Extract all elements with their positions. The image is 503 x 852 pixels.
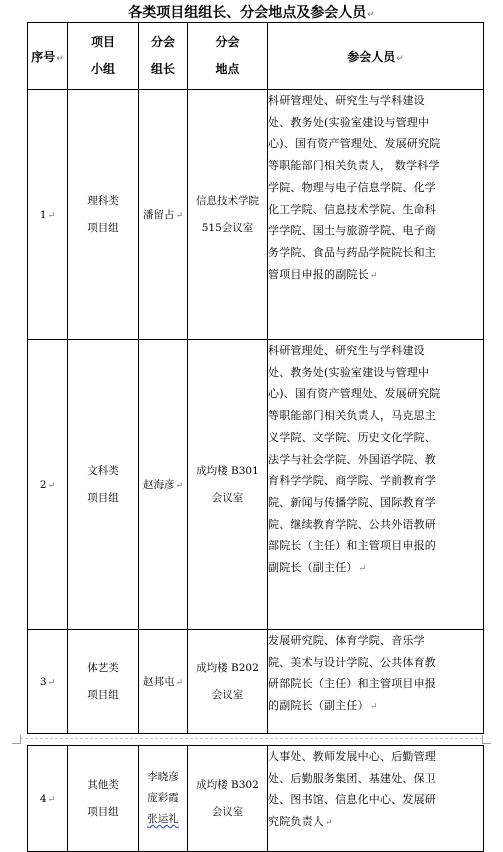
page-title: 各类项目组组长、分会地点及参会人员↵: [128, 5, 375, 21]
row-group: 理科类 项目组: [68, 90, 139, 340]
header-participants: 参会人员↵: [268, 23, 484, 90]
row-participants: 科研管理处、研究生与学科建设 处、教务处(实验室建设与管理中 心)、国有资产管理处、发展研究院 等职能部门相关负责人，马克思主 义学院、文学院、历史文化学院、 法学与社会学院、外国语学院、教 育科学学院、商学院、学前教育学 院、新闻与传播学院、国际教育学 院、继续教育学院、公共外语教研 部院长（主任）和主管项目申报的 副院长（副主任）↵: [268, 340, 484, 630]
page-break: [0, 735, 503, 743]
table-row: [28, 340, 484, 630]
table-row: [28, 630, 484, 734]
row-leader: 赵邦屯↵: [139, 630, 188, 734]
row-location: 成均楼 B202 会议室: [188, 630, 268, 734]
row-participants: 发展研究院、体育学院、音乐学 院、美术与设计学院、公共体育教 研部院长（主任）和主管项目申报 的副院长（副主任）↵: [268, 630, 484, 734]
header-leader: 分会 组长: [139, 23, 188, 90]
row-location: 成均楼 B302 会议室: [188, 746, 268, 852]
row-group: 其他类 项目组: [68, 746, 139, 852]
row-participants: 人事处、教师发展中心、后勤管理 处、后勤服务集团、基建处、保卫 处、图书馆、信息化中心、发展研 究院负责人↵: [268, 746, 484, 852]
header-index: 序号↵: [28, 23, 68, 90]
row-group: 体艺类 项目组: [68, 630, 139, 734]
table-row: [28, 90, 484, 340]
row-index: 3↵: [28, 630, 68, 734]
table-header-row: [28, 23, 484, 90]
row-leader: 潘留占↵: [139, 90, 188, 340]
row-index: 4↵: [28, 746, 68, 852]
row-leader: 赵海彦↵: [139, 340, 188, 630]
row-location: 信息技术学院 515会议室: [188, 90, 268, 340]
table-row: [28, 746, 484, 852]
row-participants: 科研管理处、研究生与学科建设 处、教务处(实验室建设与管理中 心)、国有资产管理处、发展研究院 等职能部门相关负责人， 数学科学 学院、物理与电子信息学院、化学 化工学院、信息技术学院、生命科 学学院、国土与旅游学院、电子商 务学院、食品与药品学院院长和主 管项目申报的副院长↵: [268, 90, 484, 340]
row-group: 文科类 项目组: [68, 340, 139, 630]
row-leader: 李晓彦 庞彩霞 张运礼: [139, 746, 188, 852]
page-corner-mark: [12, 735, 21, 744]
page-break-rule: [20, 738, 483, 739]
row-location: 成均楼 B301 会议室: [188, 340, 268, 630]
row-index: 1↵: [28, 90, 68, 340]
header-group: 项目 小组: [68, 23, 139, 90]
project-group-table-continued: [27, 745, 484, 852]
header-location: 分会 地点: [188, 23, 268, 90]
project-group-table: [27, 22, 484, 734]
row-index: 2↵: [28, 340, 68, 630]
page-corner-mark: [482, 735, 491, 744]
